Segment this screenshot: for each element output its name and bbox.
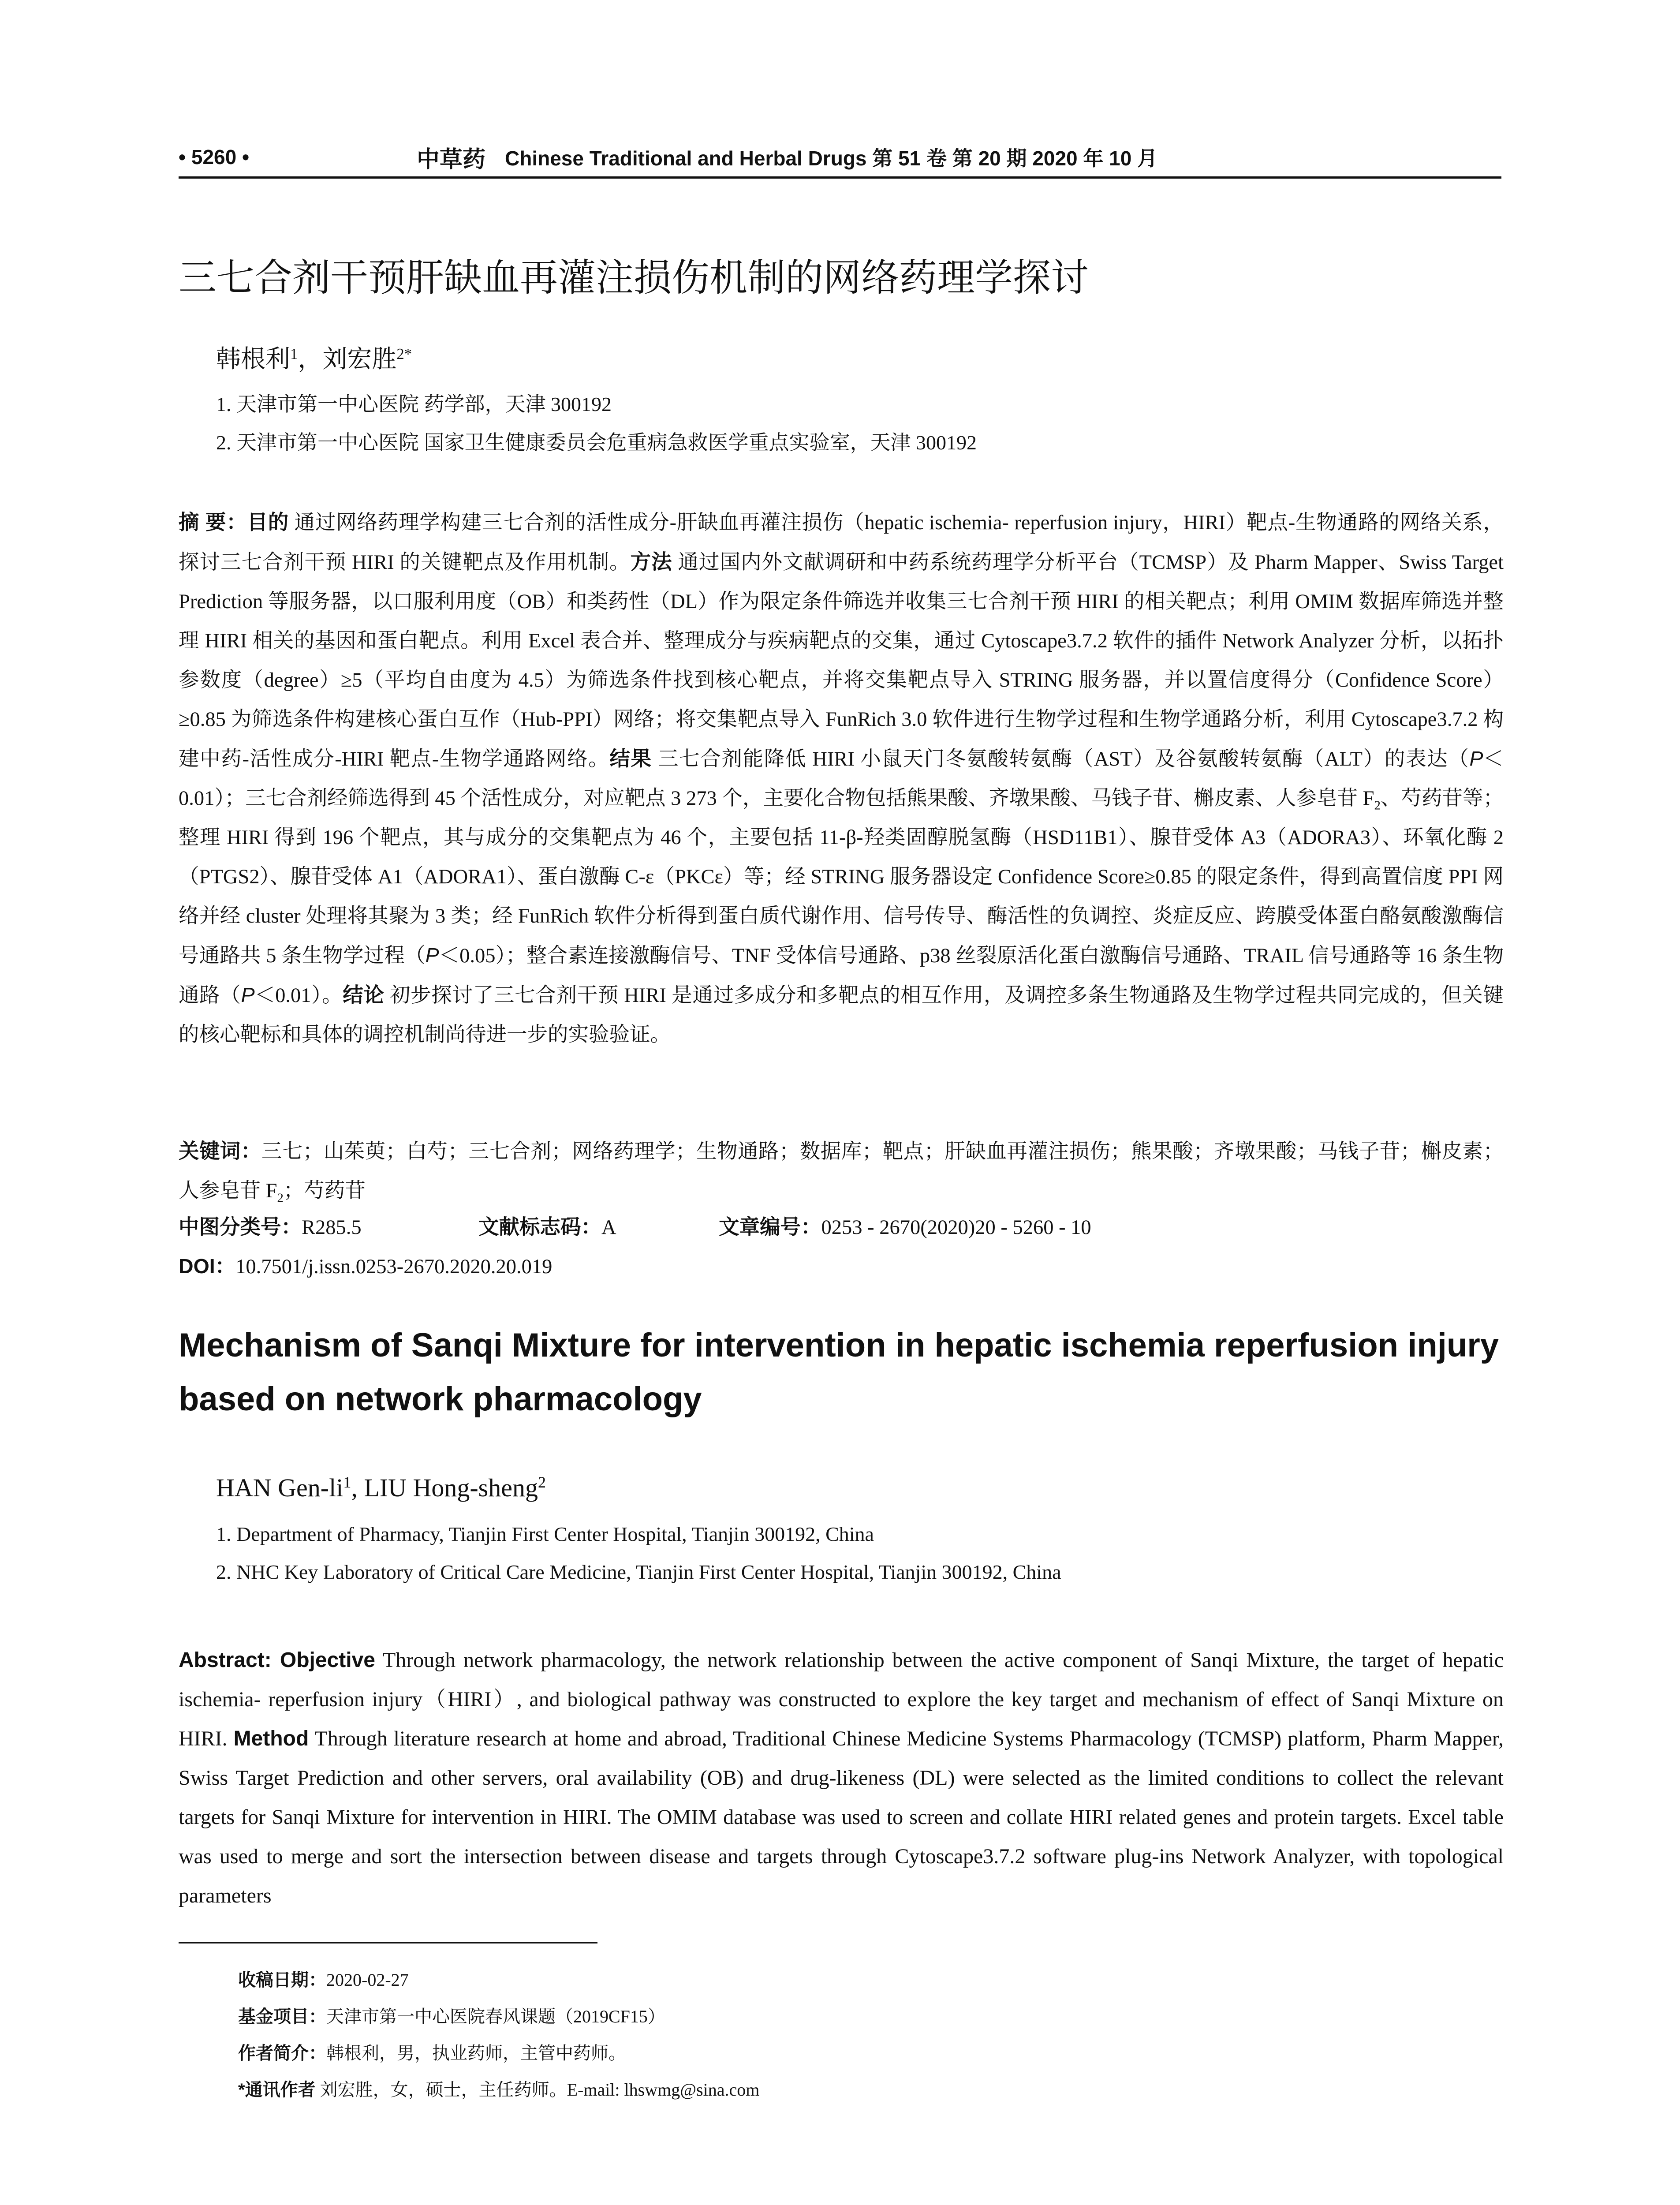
p-value-symbol: P [1469, 747, 1483, 770]
keywords-subscript: 2 [277, 1191, 284, 1205]
author-1-en: HAN Gen-li [216, 1473, 343, 1502]
result-text-cn-4: ＜0.05）；整合素连接激酶信号、TNF 受体信号通路、p38 丝裂原活化蛋白激酶信号通路、TRAIL 信号通路等 16 条生物通路（ [179, 945, 1504, 1007]
p-value-symbol: P [241, 983, 255, 1006]
objective-label-cn: 目的 [247, 511, 289, 534]
footnote-corresponding [238, 2076, 759, 2101]
keywords-cn [179, 1132, 1504, 1211]
author-separator-en: , [351, 1473, 364, 1502]
doc-code-value: A [601, 1216, 616, 1239]
affiliation-cn-1: 1. 天津市第一中心医院 药学部，天津 300192 [216, 393, 612, 415]
method-label-en: Method [233, 1727, 309, 1750]
article-number [719, 1211, 1091, 1240]
footnote-rule [179, 1942, 597, 1943]
affiliation-en-2: 2. NHC Key Laboratory of Critical Care Medicine, Tianjin First Center Hospital, Tianjin 300192, China [216, 1561, 1061, 1583]
abstract-label-en: Abstract: [179, 1648, 280, 1672]
footnote-funding [238, 2003, 665, 2028]
authors-en [216, 1473, 546, 1502]
article-title-en: Mechanism of Sanqi Mixture for intervention in hepatic ischemia reperfusion injury based on network pharmacology [179, 1327, 1499, 1418]
header-rule [179, 176, 1501, 179]
classification-line [179, 1211, 362, 1240]
footnote-text: 刘宏胜，女，硕士，主任药师。E-mail: lhswmg@sina.com [315, 2080, 760, 2100]
objective-label-en: Objective [280, 1648, 375, 1672]
article-title-cn: 三七合剂干预肝缺血再灌注损伤机制的网络药理学探讨 [179, 256, 1089, 300]
conclusion-label-cn: 结论 [343, 983, 385, 1006]
result-text-cn-5: ＜0.01）。 [254, 984, 343, 1007]
author-1-affil: 1 [290, 345, 298, 363]
result-text-cn-3: 、芍药苷等；整理 HIRI 得到 196 个靶点，其与成分的交集靶点为 46 个，主要包括 11-β-羟类固醇脱氢酶（HSD11B1）、腺苷受体 A3（ADORA3）、环氧化酶 2（PTGS2）、腺苷受体 A1（ADORA1）、蛋白激酶 C-ε（PKCε）等；经 STRING 服务器设定 Confidence Score≥0.85 的限定条件，得到高置信度 PPI 网络并经 cluster 处理将其聚为 3 类；经 FunRich 软件分析得到蛋白质代谢作用、信号传导、酶活性的负调控、炎症反应、跨膜受体蛋白酪氨酸激酶信号通路共 5 条生物学过程（ [179, 787, 1504, 967]
author-2-cn: 刘宏胜 [322, 346, 397, 373]
footnote-label: *通讯作者 [238, 2080, 316, 2100]
footnote-author-bio [238, 2039, 626, 2064]
author-separator: ， [298, 346, 323, 373]
footnote-text: 天津市第一中心医院春风课题（2019CF15） [326, 2007, 665, 2026]
article-number-value: 0253 - 2670(2020)20 - 5260 - 10 [821, 1216, 1091, 1239]
result-text-cn-1: 三七合剂能降低 HIRI 小鼠天门冬氨酸转氨酶（AST）及谷氨酸转氨酶（ALT）的表达（ [652, 748, 1470, 770]
objective-text-cn: 通过网络药理学构建三七合剂的活性成分-肝缺血再灌注损伤（hepatic ischemia- reperfusion injury，HIRI）靶点-生物通路的网络关系，探讨三七合剂干预 HIRI 的关键靶点及作用机制。 [179, 512, 1504, 574]
affiliation-cn-2: 2. 天津市第一中心医院 国家卫生健康委员会危重病急救医学重点实验室，天津 300192 [216, 431, 977, 454]
doi-label: DOI： [179, 1255, 236, 1278]
doi-line [179, 1250, 552, 1279]
author-1-cn: 韩根利 [216, 346, 290, 373]
journal-issue-line: Chinese Traditional and Herbal Drugs 第 51 卷 第 20 期 2020 年 10 月 [505, 147, 1158, 170]
keywords-text-1: 三七；山茱萸；白芍；三七合剂；网络药理学；生物通路；数据库；靶点；肝缺血再灌注损伤；熊果酸；齐墩果酸；马钱子苷；槲皮素；人参皂苷 F [179, 1140, 1504, 1202]
document-code [478, 1211, 616, 1240]
author-2-en: LIU Hong-sheng [364, 1473, 538, 1502]
running-header [179, 139, 1501, 175]
result-text-cn-2: ＜0.01）；三七合剂经筛选得到 45 个活性成分，对应靶点 3 273 个，主要化合物包括熊果酸、齐墩果酸、马钱子苷、槲皮素、人参皂苷 F [179, 748, 1504, 810]
conclusion-text-cn: 初步探讨了三七合剂干预 HIRI 是通过多成分和多靶点的相互作用，及调控多条生物通路及生物学过程共同完成的，但关键的核心靶标和具体的调控机制尚待进一步的实验验证。 [179, 984, 1504, 1046]
authors-cn [216, 340, 412, 375]
doc-code-label: 文献标志码： [478, 1215, 601, 1238]
clc-value: R285.5 [302, 1216, 362, 1239]
affiliation-en-1: 1. Department of Pharmacy, Tianjin First Center Hospital, Tianjin 300192, China [216, 1523, 874, 1545]
author-1-affil-en: 1 [343, 1473, 351, 1491]
page-number: • 5260 • [179, 146, 250, 168]
p-value-symbol: P [425, 944, 439, 967]
footnote-label: 作者简介： [238, 2044, 326, 2063]
abstract-cn [179, 503, 1504, 1054]
method-text-cn: 通过国内外文献调研和中药系统药理学分析平台（TCMSP）及 Pharm Mapper、Swiss Target Prediction 等服务器，以口服利用度（OB）和类药性（DL）作为限定条件筛选并收集三七合剂干预 HIRI 的相关靶点；利用 OMIM 数据库筛选并整理 HIRI 相关的基因和蛋白靶点。利用 Excel 表合并、整理成分与疾病靶点的交集，通过 Cytoscape3.7.2 软件的插件 Network Analyzer 分析，以拓扑参数度（degree）≥5（平均自由度为 4.5）为筛选条件找到核心靶点，并将交集靶点导入 STRING 服务器，并以置信度得分（Confidence Score）≥0.85 为筛选条件构建核心蛋白互作（Hub-PPI）网络；将交集靶点导入 FunRich 3.0 软件进行生物学过程和生物学通路分析，利用 Cytoscape3.7.2 构建中药-活性成分-HIRI 靶点-生物学通路网络。 [179, 551, 1504, 770]
method-label-cn: 方法 [630, 550, 672, 573]
footnote-label: 收稿日期： [238, 1970, 326, 1990]
journal-logo-cn: 中草药 [417, 146, 486, 173]
footnote-text: 韩根利，男，执业药师，主管中药师。 [326, 2043, 626, 2063]
footnote-received [238, 1966, 409, 1991]
footnote-label: 基金项目： [238, 2007, 326, 2026]
author-2-affil: 2* [396, 345, 412, 363]
article-number-label: 文章编号： [719, 1215, 821, 1238]
author-2-affil-en: 2 [538, 1473, 546, 1491]
footnote-text: 2020-02-27 [326, 1970, 409, 1990]
keywords-text-2: ；芍药苷 [283, 1180, 366, 1202]
abstract-label-cn: 摘 要： [179, 511, 247, 534]
keywords-label: 关键词： [179, 1140, 261, 1162]
method-text-en: Through literature research at home and abroad, Traditional Chinese Medicine Systems Pharmacology (TCMSP) platform, Pharm Mapper, Swiss Target Prediction and other servers, oral availability (OB) and drug-likeness (DL) were selected as the limited conditions to collect the relevant targets for Sanqi Mixture for intervention in HIRI. The OMIM database was used to screen and collate HIRI related genes and protein targets. Excel table was used to merge and sort the intersection between disease and targets through Cytoscape3.7.2 software plug-ins Network Analyzer, with topological parameters [179, 1727, 1504, 1907]
subscript-2: 2 [1374, 798, 1381, 813]
result-label-cn: 结果 [609, 747, 652, 770]
doi-value: 10.7501/j.issn.0253-2670.2020.20.019 [235, 1256, 553, 1278]
abstract-en [179, 1641, 1504, 1915]
clc-label: 中图分类号： [179, 1215, 302, 1238]
objective-text-en: Through network pharmacology, the network relationship between the active component of Sanqi Mixture, the target of hepatic ischemia- reperfusion injury（HIRI）, and biological pathway was constructed to explore the key target and mechanism of effect of Sanqi Mixture on HIRI. [179, 1648, 1504, 1750]
